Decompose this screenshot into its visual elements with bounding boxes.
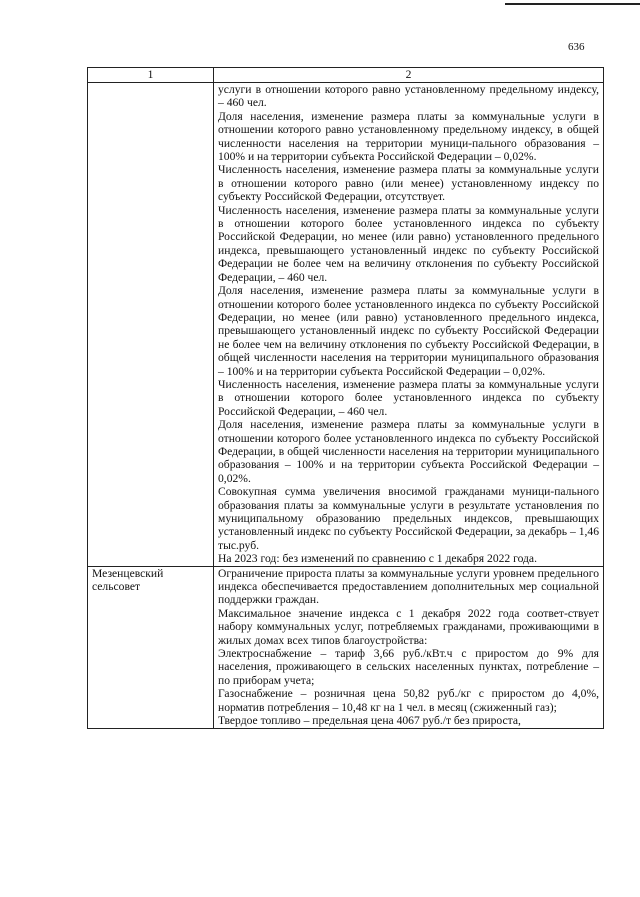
paragraph: услуги в отношении которого равно установленному предельному индексу, – 460 чел. [218,83,599,110]
paragraph: Электроснабжение – тариф 3,66 руб./кВт.ч с приростом до 9% для населения, проживающего в сельских населенных пунктах, потребление – по приборам учета; [218,647,599,687]
municipality-cell [88,83,214,567]
column-header-1: 1 [88,68,214,83]
paragraph: Численность населения, изменение размера платы за коммунальные услуги в отношении которого равно (или менее) установленному индексу по субъекту Российской Федерации, отсутствует. [218,163,599,204]
paragraph: Доля населения, изменение размера платы за коммунальные услуги в отношении которого более установленного индекса по субъекту Российской Федерации, но менее (или равно) установленного предельного индекса, превышающего установленный индекс по субъекту Российской Федерации не более чем на величину отклонения по субъекту Российской Федерации, в общей численности населения на территории муниципального образования – 100% и на территории субъекта Российской Федерации – 0,02%. [218,284,599,378]
document-table [87,67,604,729]
paragraph: Максимальное значение индекса с 1 декабря 2022 года соответ-ствует набору коммунальных услуг, потребляемых гражданами, проживающими в жилых домах всех типов благоустройства: [218,606,599,647]
paragraph: Численность населения, изменение размера платы за коммунальные услуги в отношении которого более установленного индекса по субъекту Российской Федерации, но менее (или равно) установленного предельного индекса, превышающего установленный индекс по субъекту Российской Федерации не более чем на величину отклонения по субъекту Российской Федерации, – 460 чел. [218,203,599,284]
table-row [88,83,604,567]
paragraph: На 2023 год: без изменений по сравнению с 1 декабря 2022 года. [218,552,537,566]
paragraph: Твердое топливо – предельная цена 4067 руб./т без прироста, [218,714,521,728]
description-cell [214,83,604,567]
municipality-name-line: сельсовет [92,580,141,594]
municipality-cell [88,566,214,728]
page-number: 636 [568,41,585,53]
scan-top-rule [505,3,640,5]
description-cell [214,566,604,728]
column-header-2: 2 [214,68,604,83]
paragraph: Численность населения, изменение размера платы за коммунальные услуги в отношении которого более установленного индекса по субъекту Российской Федерации, – 460 чел. [218,377,599,418]
table-header-row [88,68,604,83]
paragraph: Доля населения, изменение размера платы за коммунальные услуги в отношении которого равно установленному предельному индексу, в общей численности населения на территории муници-пального образования – 100% и на территории субъекта Российской Федерации – 0,02%. [218,109,599,164]
municipality-name-line: Мезенцевский [92,566,164,580]
paragraph: Доля населения, изменение размера платы за коммунальные услуги в отношении которого более установленного индекса по субъекту Российской Федерации, в общей численности населения на территории муниципального образования – 100% и на территории субъекта Российской Федерации – 0,02%. [218,418,599,485]
paragraph: Ограничение прироста платы за коммунальные услуги уровнем предельного индекса обеспечивается предоставлением дополнительных мер социальной поддержки граждан. [218,566,599,607]
paragraph: Совокупная сумма увеличения вносимой гражданами муници-пального образования платы за коммунальные услуги в результате установления по муниципальному образованию предельных индексов, превышающих установленный индекс по субъекту Российской Федерации, за декабрь – 1,46 тыс.руб. [218,485,599,552]
paragraph: Газоснабжение – розничная цена 50,82 руб./кг с приростом до 4,0%, норматив потребления – 10,48 кг на 1 чел. в месяц (сжиженный газ); [218,687,599,714]
table-row [88,566,604,728]
